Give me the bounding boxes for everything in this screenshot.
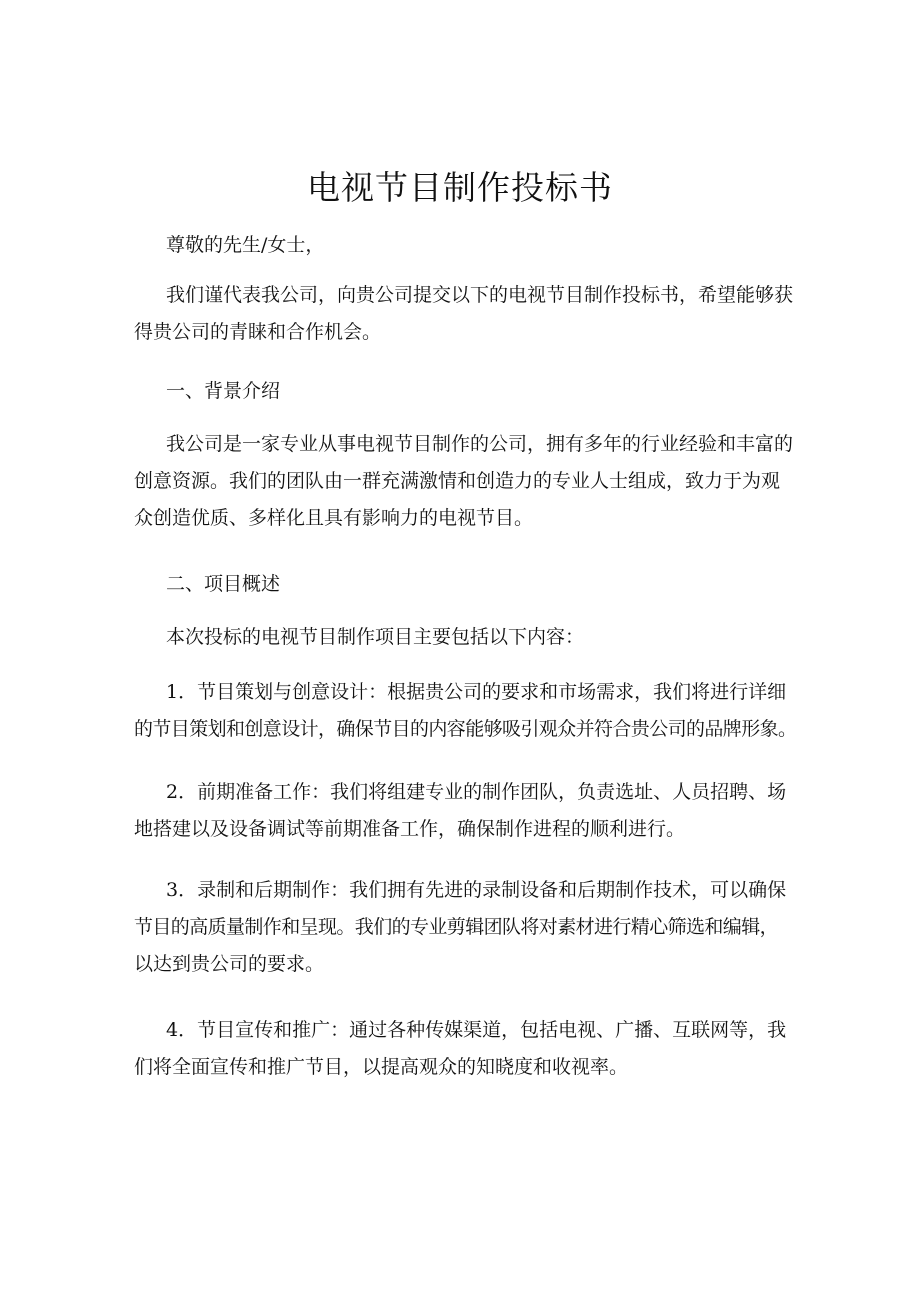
list-item [134,674,797,748]
intro-paragraph [134,277,794,351]
document-title: 电视节目制作投标书 [307,168,613,207]
list-item [134,1012,788,1086]
background-paragraph [134,426,794,537]
background-line: 众创造优质、多样化且具有影响力的电视节目。 [134,507,534,529]
list-item-line: 1．节目策划与创意设计：根据贵公司的要求和市场需求，我们将进行详细 [166,681,787,703]
list-item [134,774,788,848]
list-item-line: 3．录制和后期制作：我们拥有先进的录制设备和后期制作技术，可以确保 [166,879,787,901]
list-item-line: 们将全面宣传和推广节目，以提高观众的知晓度和收视率。 [134,1056,629,1078]
list-item-line: 的节目策划和创意设计，确保节目的内容能够吸引观众并符合贵公司的品牌形象。 [134,718,797,740]
intro-line: 得贵公司的青睐和合作机会。 [134,321,382,343]
greeting-paragraph [134,227,788,264]
greeting-text: 尊敬的先生/女士， [166,234,325,256]
overview-lead-text: 本次投标的电视节目制作项目主要包括以下内容： [166,626,585,648]
section-heading-background [134,373,788,410]
list-item-line: 2．前期准备工作：我们将组建专业的制作团队，负责选址、人员招聘、场 [166,781,787,803]
list-item [134,872,788,983]
section-heading-text: 二、项目概述 [166,573,281,595]
list-item-line: 以达到贵公司的要求。 [134,953,325,975]
section-heading-text: 一、背景介绍 [166,380,281,402]
overview-lead-paragraph [134,619,788,656]
list-item-line: 地搭建以及设备调试等前期准备工作，确保制作进程的顺利进行。 [134,818,686,840]
section-heading-overview [134,566,788,603]
list-item-line: 4．节目宣传和推广：通过各种传媒渠道，包括电视、广播、互联网等，我 [166,1019,787,1041]
background-line: 我公司是一家专业从事电视节目制作的公司，拥有多年的行业经验和丰富的 [166,433,794,455]
intro-line: 我们谨代表我公司，向贵公司提交以下的电视节目制作投标书，希望能够获 [166,284,794,306]
list-item-line: 节目的高质量制作和呈现。我们的专业剪辑团队将对素材进行精心筛选和编辑， [134,916,779,938]
background-line: 创意资源。我们的团队由一群充满激情和创造力的专业人士组成，致力于为观 [134,470,781,492]
